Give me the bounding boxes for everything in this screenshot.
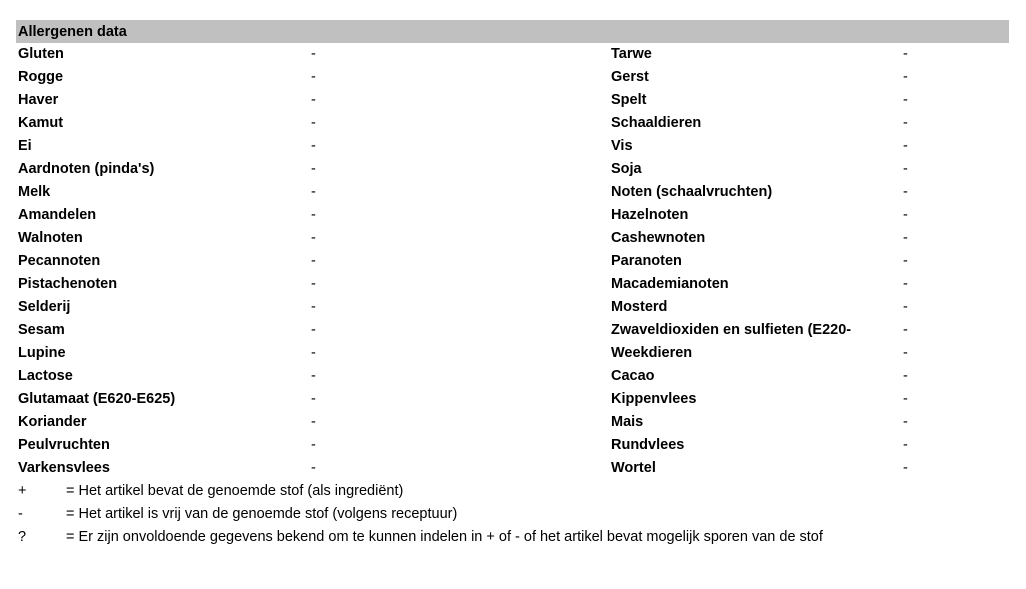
allergen-name: Kippenvlees [611, 391, 697, 407]
allergen-value: - [311, 207, 316, 223]
allergen-value: - [311, 46, 316, 62]
legend-symbol: - [18, 506, 23, 522]
allergen-name: Paranoten [611, 253, 682, 269]
allergen-name: Noten (schaalvruchten) [611, 184, 773, 200]
allergen-name: Mosterd [611, 299, 668, 315]
allergen-name: Cacao [611, 368, 655, 384]
allergen-row [16, 319, 1009, 342]
allergen-value: - [311, 322, 316, 338]
allergen-name: Cashewnoten [611, 230, 706, 246]
allergen-value: - [311, 460, 316, 476]
allergen-value: - [903, 414, 908, 430]
allergen-value: - [311, 345, 316, 361]
allergen-value: - [311, 230, 316, 246]
allergen-value: - [903, 322, 908, 338]
allergen-name: Vis [611, 138, 633, 154]
allergen-row [16, 204, 1009, 227]
allergen-value: - [311, 115, 316, 131]
allergen-value: - [903, 184, 908, 200]
allergen-value: - [311, 92, 316, 108]
allergen-value: - [903, 437, 908, 453]
allergen-row [16, 43, 1009, 66]
allergen-value: - [311, 138, 316, 154]
legend-symbol: + [18, 483, 27, 499]
allergen-name: Rogge [18, 69, 64, 85]
allergen-value: - [903, 207, 908, 223]
allergen-name: Mais [611, 414, 644, 430]
allergen-row [16, 250, 1009, 273]
allergen-value: - [903, 69, 908, 85]
allergen-row [16, 296, 1009, 319]
allergen-row [16, 66, 1009, 89]
legend-row [16, 480, 1009, 503]
legend-symbol: ? [18, 529, 27, 545]
allergen-name: Glutamaat (E620-E625) [18, 391, 176, 407]
allergen-value: - [311, 391, 316, 407]
allergen-name: Peulvruchten [18, 437, 110, 453]
legend [16, 480, 1009, 549]
legend-text: = Het artikel bevat de genoemde stof (als ingrediënt) [66, 483, 404, 499]
allergen-row [16, 342, 1009, 365]
allergen-row [16, 388, 1009, 411]
allergen-row [16, 135, 1009, 158]
allergen-row [16, 181, 1009, 204]
allergen-value: - [903, 345, 908, 361]
allergen-name: Kamut [18, 115, 64, 131]
sheet-title: Allergenen data [16, 20, 1009, 43]
allergen-name: Schaaldieren [611, 115, 702, 131]
allergen-value: - [903, 299, 908, 315]
legend-text: = Het artikel is vrij van de genoemde stof (volgens receptuur) [66, 506, 458, 522]
allergen-value: - [311, 161, 316, 177]
allergen-value: - [903, 391, 908, 407]
allergen-name: Aardnoten (pinda's) [18, 161, 155, 177]
allergen-value: - [311, 184, 316, 200]
allergen-value: - [903, 92, 908, 108]
allergen-name: Walnoten [18, 230, 83, 246]
allergen-row [16, 158, 1009, 181]
allergen-row [16, 112, 1009, 135]
allergen-name: Ei [18, 138, 32, 154]
allergen-name: Haver [18, 92, 59, 108]
allergen-value: - [903, 460, 908, 476]
allergen-name: Varkensvlees [18, 460, 110, 476]
allergen-name: Zwaveldioxiden en sulfieten (E220- [611, 322, 852, 338]
allergen-name: Soja [611, 161, 642, 177]
allergen-row [16, 365, 1009, 388]
allergen-value: - [311, 414, 316, 430]
allergen-name: Lupine [18, 345, 66, 361]
allergen-value: - [903, 230, 908, 246]
allergen-row [16, 89, 1009, 112]
allergen-name: Lactose [18, 368, 73, 384]
allergen-value: - [311, 299, 316, 315]
allergen-value: - [311, 276, 316, 292]
allergen-name: Pistachenoten [18, 276, 118, 292]
allergen-name: Amandelen [18, 207, 97, 223]
allergen-value: - [311, 253, 316, 269]
allergen-name: Macademianoten [611, 276, 729, 292]
allergen-name: Hazelnoten [611, 207, 689, 223]
allergen-name: Spelt [611, 92, 647, 108]
legend-row [16, 526, 1009, 549]
allergen-name: Weekdieren [611, 345, 693, 361]
allergen-name: Selderij [18, 299, 71, 315]
allergen-value: - [311, 69, 316, 85]
allergen-name: Pecannoten [18, 253, 101, 269]
allergen-value: - [903, 161, 908, 177]
allergen-name: Tarwe [611, 46, 652, 62]
allergen-name: Gluten [18, 46, 64, 62]
allergen-name: Sesam [18, 322, 65, 338]
allergen-row [16, 434, 1009, 457]
allergen-name: Koriander [18, 414, 87, 430]
legend-row [16, 503, 1009, 526]
legend-text: = Er zijn onvoldoende gegevens bekend om te kunnen indelen in + of - of het artikel bevat mogelijk sporen van de stof [66, 529, 823, 545]
allergen-value: - [903, 368, 908, 384]
allergen-row [16, 457, 1009, 480]
allergen-value: - [903, 46, 908, 62]
allergen-name: Melk [18, 184, 51, 200]
allergen-sheet [16, 20, 1009, 549]
allergen-name: Wortel [611, 460, 656, 476]
allergen-row [16, 273, 1009, 296]
allergen-value: - [311, 437, 316, 453]
allergen-value: - [311, 368, 316, 384]
allergen-value: - [903, 253, 908, 269]
allergen-value: - [903, 276, 908, 292]
allergen-row [16, 227, 1009, 250]
allergen-value: - [903, 138, 908, 154]
allergen-row [16, 411, 1009, 434]
allergen-name: Gerst [611, 69, 649, 85]
allergen-value: - [903, 115, 908, 131]
allergen-table [16, 43, 1009, 480]
allergen-name: Rundvlees [611, 437, 685, 453]
